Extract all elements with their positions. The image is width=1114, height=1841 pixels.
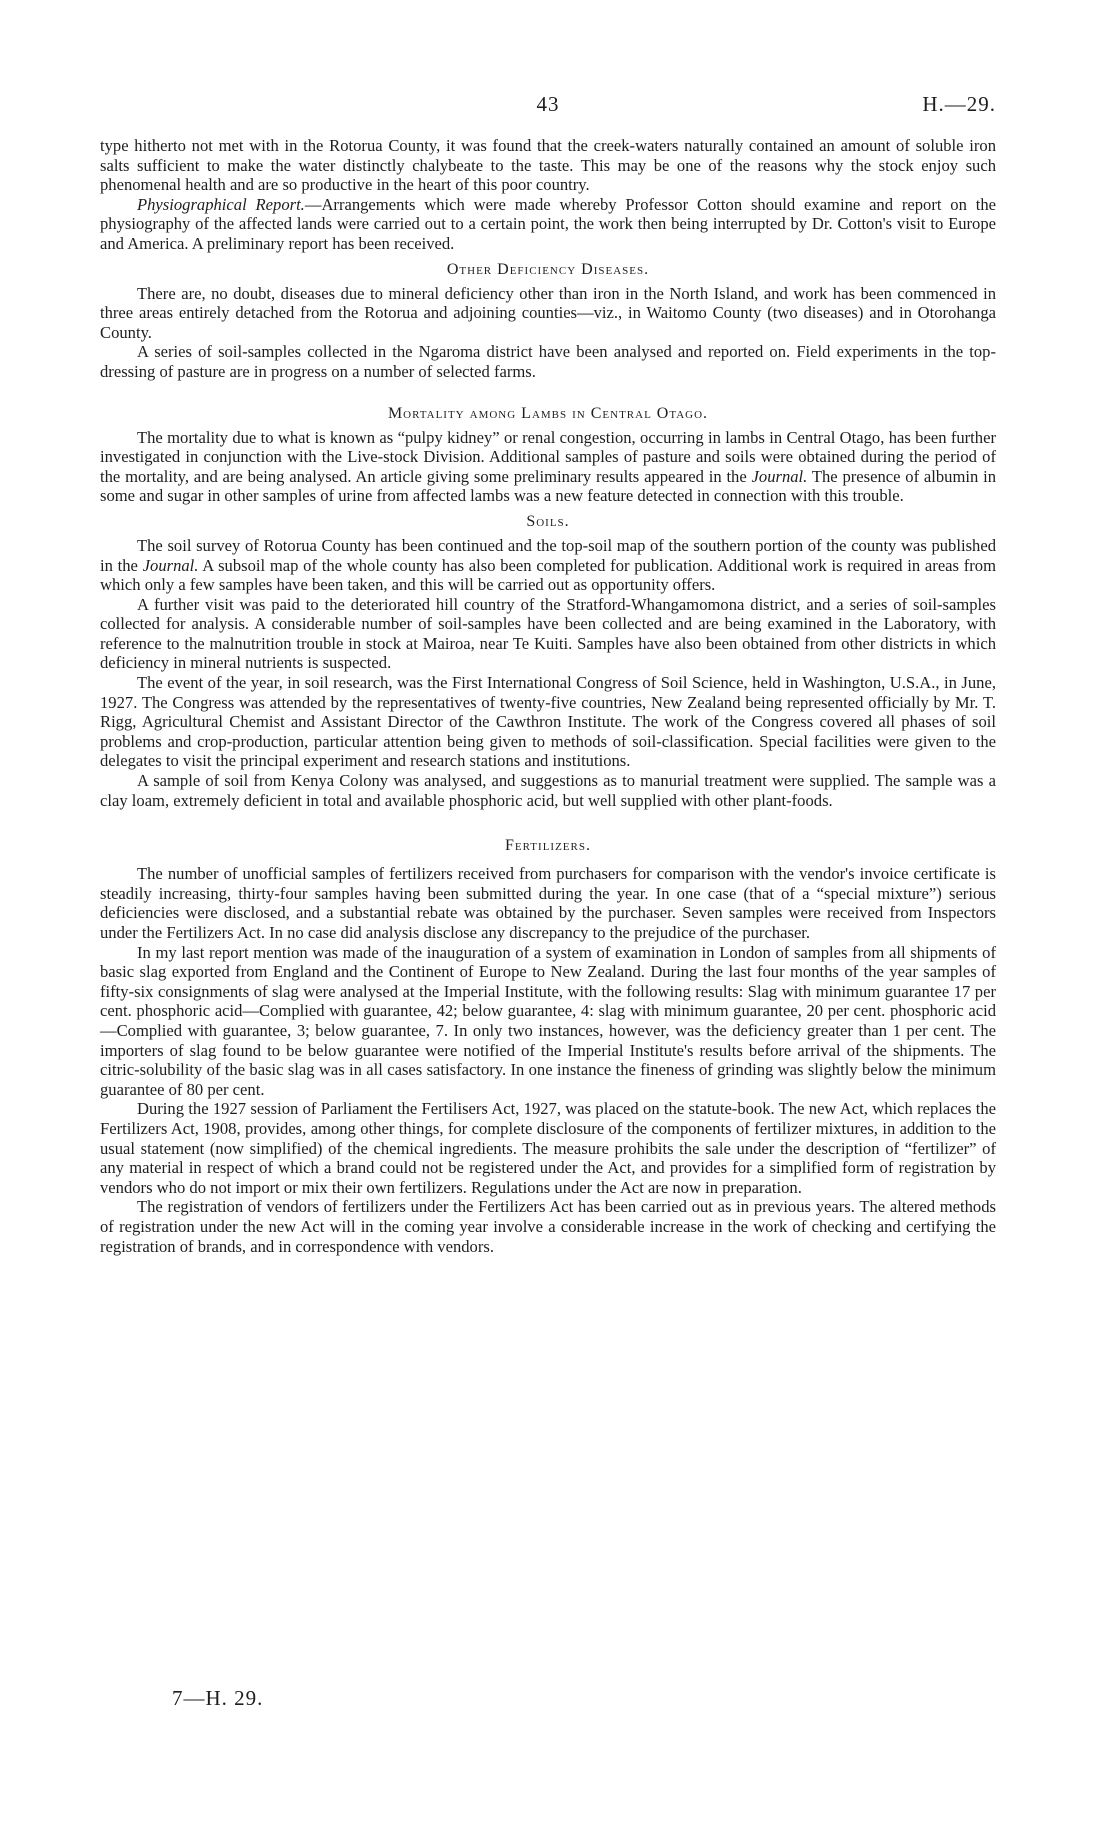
signature-mark: 7—H. 29. — [172, 1686, 264, 1710]
body-text — [100, 136, 996, 1256]
page-number: 43 — [536, 92, 560, 116]
paragraph-basic-slag: In my last report mention was made of the inauguration of a system of examination in London of samples from all shipments of basic slag exported from England and the Continent of Europe to New Zealand. During the last four months of the year samples of fifty-six consignments of slag were analysed at the Imperial Institute, with the following results: Slag with minimum guarantee 17 per cent. phosphoric acid—Complied with guarantee, 42; below guarantee, 4: slag with minimum guarantee, 20 per cent. phosphoric acid—Complied with guarantee, 3; below guarantee, 7. In only two instances, however, was the deficiency greater than 1 per cent. The importers of slag found to be below guarantee were notified of the Imperial Institute's results before arrival of the shipments. The citric-solubility of the basic slag was in all cases satisfactory. In one instance the fineness of grinding was slightly below the minimum guarantee of 80 per cent. — [100, 942, 996, 1099]
paragraph-ngaroma-samples: A series of soil-samples collected in the Ngaroma district have been analysed and reported on. Field experiments in the top-dressing of pasture are in progress on a number of selected farms. — [100, 342, 996, 381]
paragraph-fertilisers-act: During the 1927 session of Parliament the Fertilisers Act, 1927, was placed on the statute-book. The new Act, which replaces the Fertilizers Act, 1908, provides, among other things, for complete disclosure of the components of fertilizer mixtures, in addition to the usual statement (now simplified) of the chemical ingredients. The measure prohibits the sale under the description of “fertilizer” of any material in respect of which a brand could not be registered under the Act, and provides for a simplified form of registration by vendors who do not import or mix their own fertilizers. Regulations under the Act are now in preparation. — [100, 1099, 996, 1197]
heading-fertilizers: Fertilizers. — [505, 837, 591, 855]
paragraph-vendor-registration: The registration of vendors of fertilizers under the Fertilizers Act has been carried out as in previous years. The altered methods of registration under the new Act will in the coming year involve a considerable increase in the work of checking and certifying the registration of brands, and in correspondence with vendors. — [100, 1197, 996, 1256]
pulpy-kidney-text-a: The mortality due to what is known as “pulpy kidney” or renal congestion, occurring in lambs in Central Otago, has been further investigated in conjunction with the Live-stock Division. Additional samples of pasture and soils were obtained during the period of the mortality, and are being analysed. An article giving some preliminary results appeared in the — [100, 427, 996, 486]
journal-reference: Journal. — [142, 555, 199, 575]
paragraph-unofficial-samples: The number of unofficial samples of fertilizers received from purchasers for comparison with the vendor's invoice certificate is steadily increasing, thirty-four samples having been submitted during the year. In one case (that of a “special mixture”) serious deficiencies were disclosed, and a substantial rebate was obtained by the purchaser. Seven samples were received from Inspectors under the Fertilizers Act. In no case did analysis disclose any discrepancy to the prejudice of the purchaser. — [100, 864, 996, 942]
soil-survey-text-b: A subsoil map of the whole county has also been completed for publication. Additional work is required in areas from which only a few samples have been taken, and this will be carried out as opportunity offers. — [100, 555, 996, 595]
heading-mortality-among-lambs: Mortality among Lambs in Central Otago. — [387, 404, 709, 422]
heading-other-deficiency-diseases: Other Deficiency Diseases. — [446, 260, 650, 278]
paragraph-creek-waters: type hitherto not met with in the Rotorua County, it was found that the creek-waters naturally contained an amount of soluble iron salts sufficient to make the water distinctly chalybeate to the taste. This may be one of the reasons why the stock enjoy such phenomenal health and are so productive in the heart of this poor country. — [100, 136, 996, 195]
physiographical-report-text: —Arrangements which were made whereby Professor Cotton should examine and report on the physiography of the affected lands were carried out to a certain point, the work then being interrupted by Dr. Cotton's visit to Europe and America. A preliminary report has been received. — [100, 194, 997, 253]
pulpy-kidney-text-b: The presence of albumin in some and sugar in other samples of urine from affected lambs was a new feature detected in connection with this trouble. — [100, 466, 996, 506]
physiographical-report-label: Physiographical Report. — [137, 194, 305, 214]
page-header — [100, 92, 996, 122]
paragraph-pulpy-kidney — [100, 428, 996, 506]
paragraph-physiographical-report — [100, 195, 996, 254]
paragraph-soil-survey — [100, 536, 996, 595]
document-reference: H.—29. — [922, 92, 996, 116]
document-page — [100, 92, 996, 1832]
paragraph-soil-congress: The event of the year, in soil research, was the First International Congress of Soil Science, held in Washington, U.S.A., in June, 1927. The Congress was attended by the representatives of twenty-five countries, New Zealand being represented officially by Mr. T. Rigg, Agricultural Chemist and Assistant Director of the Cawthron Institute. The work of the Congress covered all phases of soil problems and crop-production, particular attention being given to methods of soil-classification. Special facilities were given to the delegates to visit the principal experiment and research stations and institutions. — [100, 673, 996, 771]
journal-reference: Journal. — [751, 466, 808, 486]
paragraph-stratford-visit: A further visit was paid to the deteriorated hill country of the Stratford-Whangamomona district, and a series of soil-samples collected for analysis. A considerable number of soil-samples have been collected and are being examined in the Laboratory, with reference to the malnutrition trouble in stock at Mairoa, near Te Kuiti. Samples have also been obtained from other districts in which deficiency in mineral nutrients is suspected. — [100, 594, 996, 673]
paragraph-kenya-sample: A sample of soil from Kenya Colony was analysed, and suggestions as to manurial treatment were supplied. The sample was a clay loam, extremely deficient in total and available phosphoric acid, but well supplied with other plant-foods. — [100, 771, 996, 810]
heading-soils: Soils. — [526, 512, 570, 530]
soil-survey-text-a: The soil survey of Rotorua County has been continued and the top-soil map of the southern portion of the county was published in the — [100, 535, 996, 575]
paragraph-mineral-deficiency: There are, no doubt, diseases due to mineral deficiency other than iron in the North Island, and work has been commenced in three areas entirely detached from the Rotorua and adjoining counties—viz., in Waitomo County (two diseases) and in Otorohanga County. — [100, 283, 996, 342]
